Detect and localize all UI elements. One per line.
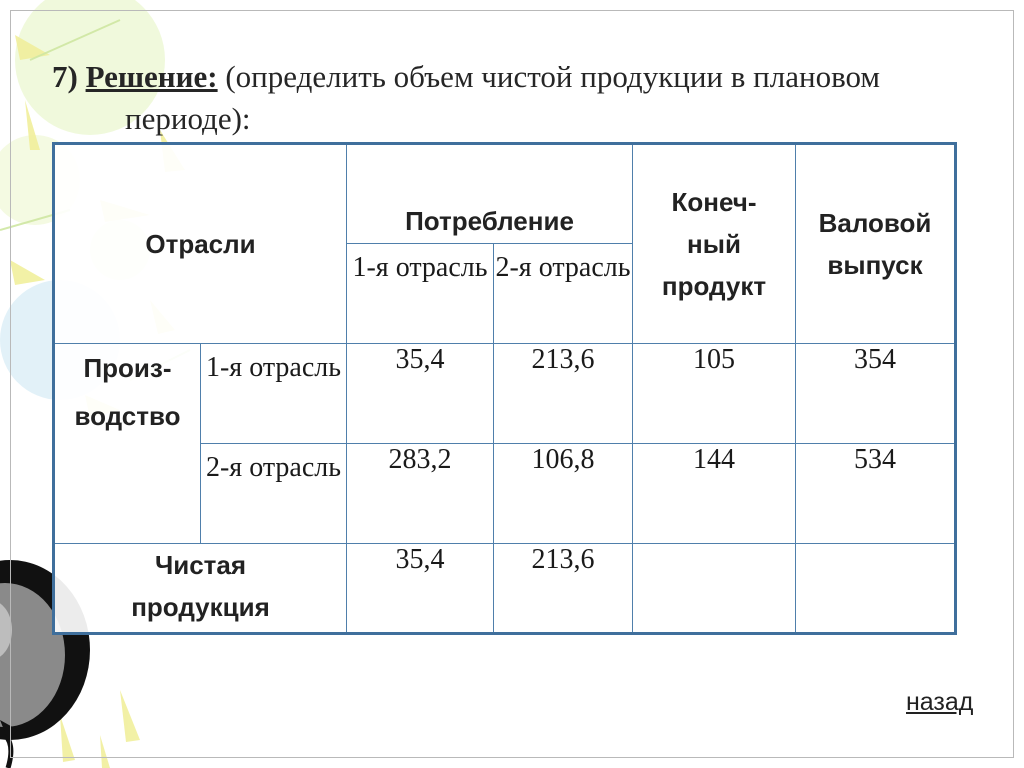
production-label: Произ-водство (54, 344, 201, 544)
cell-value: 35,4 (347, 344, 494, 444)
heading-solution-label: Решение: (85, 59, 218, 94)
back-link[interactable]: назад (906, 688, 974, 716)
header-sectors: Отрасли (54, 144, 347, 344)
table-row (54, 544, 956, 634)
cell-value: 354 (796, 344, 956, 444)
cell-value (796, 544, 956, 634)
table-row (54, 344, 956, 444)
slide-heading (52, 56, 982, 140)
header-consumption-sector-1: 1-я отрасль (347, 244, 494, 344)
cell-value: 144 (633, 444, 796, 544)
net-product-label: Чистая продукция (54, 544, 347, 634)
cell-value: 283,2 (347, 444, 494, 544)
cell-value: 213,6 (494, 344, 633, 444)
header-gross-output: Валовой выпуск (796, 144, 956, 344)
cell-value: 105 (633, 344, 796, 444)
header-consumption: Потребление (347, 144, 633, 244)
heading-number: 7) (52, 59, 78, 94)
row-label: 1-я отрасль (201, 344, 347, 444)
cell-value (633, 544, 796, 634)
header-final-product: Конеч-ный продукт (633, 144, 796, 344)
heading-text-line2: периоде): (125, 101, 251, 136)
cell-value: 213,6 (494, 544, 633, 634)
heading-text: (определить объем чистой продукции в плановом (225, 59, 881, 94)
header-consumption-sector-2: 2-я отрасль (494, 244, 633, 344)
input-output-table (52, 142, 957, 635)
cell-value: 534 (796, 444, 956, 544)
cell-value: 35,4 (347, 544, 494, 634)
row-label: 2-я отрасль (201, 444, 347, 544)
cell-value: 106,8 (494, 444, 633, 544)
